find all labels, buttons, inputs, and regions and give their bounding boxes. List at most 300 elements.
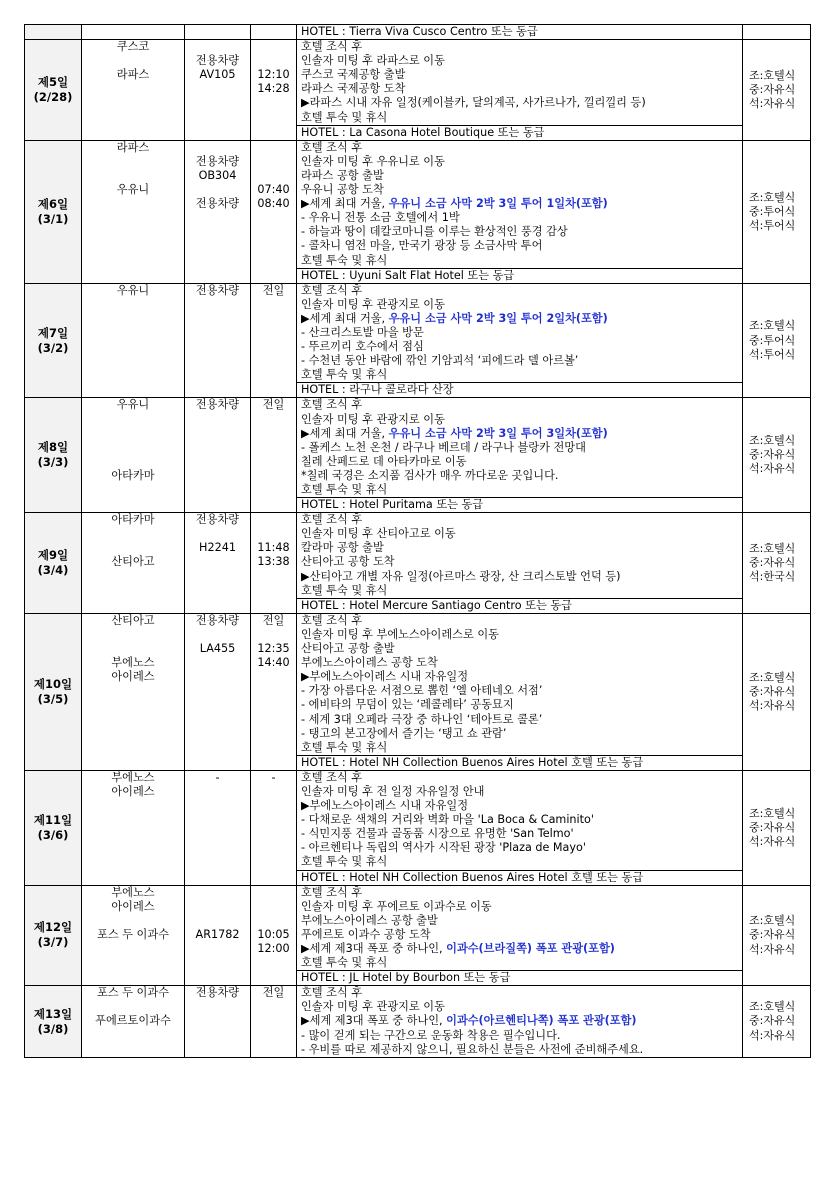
meal-cell — [743, 613, 811, 770]
schedule-line — [301, 555, 738, 569]
city-line: 아타카마 — [111, 468, 155, 482]
schedule-text: ▶부에노스아이레스 시내 자유일정 — [301, 799, 469, 813]
time-line: 전일 — [262, 986, 285, 1000]
schedule-line — [301, 211, 738, 225]
schedule-text: - 수천년 동안 바람에 깎인 기암괴석 ‘피에드라 델 아르볼’ — [301, 354, 579, 368]
schedule-line — [301, 54, 738, 68]
itinerary-body — [25, 25, 811, 1058]
transport-cell — [185, 613, 251, 770]
city-line: 아이레스 — [111, 899, 155, 913]
hotel-line: HOTEL : JL Hotel by Bourbon 또는 동급 — [297, 971, 743, 986]
schedule-text: - 뚜르끼리 호수에서 점심 — [301, 340, 424, 354]
transport-line: 전용차량 — [195, 283, 240, 297]
day-date: (3/7) — [37, 935, 69, 950]
city-cell — [82, 770, 185, 885]
schedule-text: 호텔 투숙 및 휴식 — [301, 583, 388, 597]
meal-line: 석:자유식 — [749, 698, 796, 712]
city-cell — [82, 986, 185, 1057]
schedule-text: ▶라파스 시내 자유 일정(케이블카, 달의계곡, 사가르나가, 낄리낄리 등) — [301, 96, 646, 110]
day-date: (3/8) — [37, 1021, 69, 1036]
schedule-line — [301, 942, 738, 956]
schedule-cell — [297, 885, 743, 971]
schedule-text: ▶세계 최대 거울, — [301, 311, 389, 325]
day-row — [25, 885, 811, 971]
schedule-highlight: 우유니 소금 사막 2박 3일 투어 3일차(포함) — [388, 426, 608, 440]
schedule-line — [301, 513, 738, 527]
meal-line: 석:투어식 — [749, 347, 796, 361]
transport-line — [187, 40, 248, 54]
transport-line — [187, 527, 248, 541]
meal-line: 중:투어식 — [749, 204, 796, 218]
transport-line — [187, 628, 248, 642]
schedule-line — [301, 197, 738, 211]
meal-line: 중:자유식 — [749, 555, 796, 569]
meal-cell-empty — [743, 25, 811, 40]
schedule-cell — [297, 986, 743, 1057]
transport-cell — [185, 770, 251, 885]
day-cell — [25, 40, 82, 141]
schedule-text: ▶산티아고 개별 자유 일정(아르마스 광장, 산 크리스토발 언덕 등) — [301, 569, 621, 583]
schedule-cell — [297, 40, 743, 126]
schedule-text: - 우비를 따로 제공하지 않으니, 필요하신 분들은 사전에 준비해주세요. — [301, 1042, 644, 1056]
city-line — [84, 455, 182, 469]
schedule-line — [301, 483, 738, 497]
transport-line: LA455 — [199, 642, 236, 656]
schedule-line — [301, 111, 738, 125]
schedule-line — [301, 1014, 738, 1028]
transport-line: OB304 — [198, 168, 237, 182]
transport-line: 전용차량 — [195, 54, 240, 68]
schedule-cell — [297, 770, 743, 870]
city-line: 부에노스 — [111, 770, 155, 784]
day-date: (3/1) — [37, 211, 69, 226]
schedule-text: 산티아고 공항 도착 — [301, 555, 395, 569]
schedule-cell — [297, 140, 743, 268]
day-row — [25, 986, 811, 1057]
city-cell — [82, 513, 185, 614]
schedule-text: 부에노스아이레스 공항 출발 — [301, 913, 438, 927]
schedule-line — [301, 541, 738, 555]
city-cell — [82, 40, 185, 141]
meal-line: 조:호텔식 — [749, 319, 796, 333]
day-date: (3/3) — [37, 455, 69, 470]
meal-cell — [743, 283, 811, 398]
transport-cell-empty — [185, 25, 251, 40]
city-line: 아이레스 — [111, 670, 155, 684]
day-cell — [25, 770, 82, 885]
transport-cell — [185, 40, 251, 141]
meal-line: 석:투어식 — [749, 218, 796, 232]
schedule-highlight: 이과수(아르헨티나쪽) 폭포 관광(포함) — [446, 1014, 637, 1028]
hotel-line: HOTEL : Hotel Mercure Santiago Centro 또는 동급 — [297, 598, 743, 613]
schedule-text: 라파스 국제공항 도착 — [301, 82, 406, 96]
schedule-text: ▶세계 제3대 폭포 중 하나인, — [301, 1014, 447, 1028]
city-cell — [82, 885, 185, 986]
time-line: 07:40 — [257, 183, 290, 197]
schedule-line — [301, 900, 738, 914]
schedule-line — [301, 799, 738, 813]
time-line — [253, 141, 294, 155]
meal-line: 석:자유식 — [749, 462, 796, 476]
meal-line: 중:자유식 — [749, 928, 796, 942]
city-line: 우유니 — [116, 183, 150, 197]
time-line: 전일 — [262, 613, 285, 627]
meal-line: 조:호텔식 — [749, 434, 796, 448]
time-cell — [251, 283, 297, 398]
day-row — [25, 40, 811, 126]
day-label: 제5일 — [37, 74, 69, 89]
time-line — [253, 628, 294, 642]
schedule-text: ▶세계 제3대 폭포 중 하나인, — [301, 942, 447, 955]
day-label: 제9일 — [37, 548, 69, 563]
schedule-text: 호텔 투숙 및 휴식 — [301, 855, 388, 869]
city-cell — [82, 398, 185, 513]
city-line — [84, 527, 182, 541]
time-line: 10:05 — [257, 927, 290, 941]
day-label: 제11일 — [33, 812, 73, 827]
schedule-text: ▶세계 최대 거울, — [301, 426, 389, 440]
meal-cell — [743, 40, 811, 141]
meal-line: 중:자유식 — [749, 820, 796, 834]
schedule-line — [301, 82, 738, 96]
schedule-cell — [297, 613, 743, 755]
transport-line — [187, 914, 248, 928]
schedule-cell — [297, 283, 743, 383]
schedule-text: 호텔 투숙 및 휴식 — [301, 253, 388, 267]
schedule-text: 인솔자 미팅 후 라파스로 이동 — [301, 54, 445, 68]
schedule-text: - 세계 3대 오페라 극장 중 하나인 ‘테아트로 콜론’ — [301, 712, 543, 726]
schedule-line — [301, 68, 738, 82]
schedule-line — [301, 455, 738, 469]
day-row — [25, 398, 811, 498]
schedule-line — [301, 741, 738, 755]
schedule-text: ▶세계 최대 거울, — [301, 197, 389, 211]
schedule-text: 인솔자 미팅 후 산티아고로 이동 — [301, 527, 456, 541]
time-cell — [251, 613, 297, 770]
time-cell — [251, 513, 297, 614]
meal-line: 조:호텔식 — [749, 68, 796, 82]
schedule-text: 인솔자 미팅 후 우유니로 이동 — [301, 154, 445, 168]
day-date: (2/28) — [33, 89, 73, 104]
meal-line: 석:자유식 — [749, 1028, 796, 1042]
schedule-text: - 다채로운 색채의 거리와 벽화 마을 'La Boca & Caminito' — [301, 813, 594, 827]
city-line — [84, 413, 182, 427]
schedule-text: - 폴케스 노천 온천 / 라구나 베르데 / 라구나 블랑카 전망대 — [301, 440, 586, 454]
day-row — [25, 613, 811, 755]
day-cell — [25, 283, 82, 398]
day-label: 제13일 — [33, 1006, 73, 1021]
schedule-text: 호텔 조식 후 — [301, 986, 363, 1000]
transport-line — [187, 141, 248, 155]
meal-line: 조:호텔식 — [749, 806, 796, 820]
city-cell — [82, 283, 185, 398]
day-label: 제10일 — [33, 676, 73, 691]
transport-line: 전용차량 — [195, 613, 240, 627]
schedule-text: 호텔 투숙 및 휴식 — [301, 956, 388, 970]
schedule-line — [301, 642, 738, 656]
transport-cell — [185, 986, 251, 1057]
schedule-line — [301, 441, 738, 455]
hotel-line: HOTEL : Hotel NH Collection Buenos Aires Hotel 호텔 또는 동급 — [297, 870, 743, 885]
city-cell — [82, 140, 185, 283]
schedule-line — [301, 713, 738, 727]
schedule-text: 호텔 조식 후 — [301, 398, 363, 412]
transport-line: 전용차량 — [195, 197, 240, 211]
time-line: 12:00 — [257, 942, 290, 955]
time-line: 14:40 — [257, 656, 290, 670]
schedule-text: 호텔 조식 후 — [301, 283, 363, 297]
time-line: 12:10 — [257, 68, 290, 82]
meal-cell — [743, 986, 811, 1057]
schedule-line — [301, 312, 738, 326]
schedule-text: 호텔 투숙 및 휴식 — [301, 110, 388, 124]
time-line — [253, 54, 294, 68]
time-line: 전일 — [262, 283, 285, 297]
meal-line: 조:호텔식 — [749, 190, 796, 204]
meal-line: 조:호텔식 — [749, 1000, 796, 1014]
schedule-line — [301, 785, 738, 799]
meal-line: 조:호텔식 — [749, 541, 796, 555]
day-date: (3/4) — [37, 563, 69, 578]
city-line: 산티아고 — [111, 613, 155, 627]
schedule-line — [301, 684, 738, 698]
schedule-text: 호텔 조식 후 — [301, 513, 363, 527]
schedule-line — [301, 398, 738, 412]
schedule-cell — [297, 398, 743, 498]
transport-line: 전용차량 — [195, 986, 240, 1000]
schedule-text: - 많이 걷게 되는 구간으로 운동화 착용은 필수입니다. — [301, 1028, 561, 1042]
schedule-line — [301, 1029, 738, 1043]
schedule-text: 푸에르토 이과수 공항 도착 — [301, 927, 431, 941]
time-line: 08:40 — [257, 197, 290, 211]
hotel-line: HOTEL : Uyuni Salt Flat Hotel 또는 동급 — [297, 268, 743, 283]
schedule-text: - 아르헨티나 독립의 역사가 시작된 광장 'Plaza de Mayo' — [301, 841, 586, 855]
schedule-cell — [297, 513, 743, 599]
day-row — [25, 140, 811, 268]
schedule-line — [301, 886, 738, 900]
schedule-highlight: 이과수(브라질쪽) 폭포 관광(포함) — [446, 942, 615, 955]
city-line — [84, 54, 182, 68]
day-date: (3/6) — [37, 827, 69, 842]
day-row — [25, 513, 811, 599]
city-line: 포스 두 이과수 — [97, 927, 169, 941]
schedule-line — [301, 986, 738, 1000]
schedule-line — [301, 254, 738, 268]
time-line — [253, 513, 294, 527]
schedule-line — [301, 1043, 738, 1057]
time-line: 13:38 — [257, 555, 290, 569]
time-cell-empty — [251, 25, 297, 40]
time-cell — [251, 40, 297, 141]
schedule-text: 호텔 투숙 및 휴식 — [301, 368, 388, 382]
city-line — [84, 642, 182, 656]
hotel-line: HOTEL : 라구나 콜로라다 산장 — [297, 383, 743, 398]
city-line — [84, 628, 182, 642]
schedule-text: *칠레 국경은 소지품 검사가 매우 까다로운 곳입니다. — [301, 468, 559, 482]
schedule-line — [301, 40, 738, 54]
schedule-line — [301, 584, 738, 598]
meal-line: 석:자유식 — [749, 942, 796, 956]
schedule-text: 칠레 산페드로 데 아타카마로 이동 — [301, 454, 467, 468]
day-cell — [25, 885, 82, 986]
schedule-highlight: 우유니 소금 사막 2박 3일 투어 1일차(포함) — [388, 197, 608, 211]
schedule-highlight: 우유니 소금 사막 2박 3일 투어 2일차(포함) — [388, 311, 608, 325]
schedule-line — [301, 628, 738, 642]
hotel-line: HOTEL : La Casona Hotel Boutique 또는 동급 — [297, 125, 743, 140]
day-label: 제12일 — [33, 920, 73, 935]
hotel-line: HOTEL : Tierra Viva Cusco Centro 또는 동급 — [297, 25, 743, 40]
city-line — [84, 427, 182, 441]
schedule-line — [301, 155, 738, 169]
meal-line: 석:자유식 — [749, 96, 796, 110]
schedule-text: 인솔자 미팅 후 부에노스아이레스로 이동 — [301, 627, 499, 641]
city-line — [84, 541, 182, 555]
city-line: 라파스 — [116, 140, 150, 154]
transport-cell — [185, 513, 251, 614]
meal-line: 중:투어식 — [749, 333, 796, 347]
first-hotel-row — [25, 25, 811, 40]
schedule-line — [301, 614, 738, 628]
schedule-line — [301, 1000, 738, 1014]
schedule-text: 인솔자 미팅 후 관광지로 이동 — [301, 1000, 445, 1014]
schedule-line — [301, 670, 738, 684]
schedule-text: - 가장 아름다운 서점으로 뽑힌 ‘엘 아테네오 서점’ — [301, 684, 543, 698]
time-line — [253, 900, 294, 914]
day-cell — [25, 613, 82, 770]
meal-line: 중:자유식 — [749, 448, 796, 462]
city-line — [84, 441, 182, 455]
meal-line: 석:자유식 — [749, 834, 796, 848]
schedule-text: 호텔 조식 후 — [301, 613, 363, 627]
schedule-line — [301, 427, 738, 441]
schedule-line — [301, 914, 738, 928]
schedule-line — [301, 855, 738, 869]
schedule-text: - 탱고의 본고장에서 즐기는 ‘탱고 쇼 관람’ — [301, 726, 507, 740]
city-line — [84, 155, 182, 169]
meal-line: 조:호텔식 — [749, 670, 796, 684]
schedule-text: - 산크리스토발 마을 방문 — [301, 325, 424, 339]
hotel-line: HOTEL : Hotel NH Collection Buenos Aires Hotel 호텔 또는 동급 — [297, 755, 743, 770]
time-line — [253, 914, 294, 928]
schedule-text: 호텔 조식 후 — [301, 770, 363, 784]
city-line: 부에노스 — [111, 885, 155, 899]
schedule-line — [301, 727, 738, 741]
schedule-text: 부에노스아이레스 공항 도착 — [301, 656, 438, 670]
schedule-line — [301, 841, 738, 855]
schedule-line — [301, 413, 738, 427]
meal-line: 중:자유식 — [749, 82, 796, 96]
city-line: 아이레스 — [111, 784, 155, 798]
city-line — [84, 914, 182, 928]
schedule-text: 호텔 조식 후 — [301, 140, 363, 154]
schedule-text: - 하늘과 땅이 데칼코마니를 이루는 환상적인 풍경 감상 — [301, 225, 568, 239]
schedule-text: 호텔 투숙 및 휴식 — [301, 483, 388, 496]
schedule-text: 산티아고 공항 출발 — [301, 642, 395, 656]
transport-line: AV105 — [199, 68, 236, 82]
city-line — [84, 1000, 182, 1014]
schedule-line — [301, 169, 738, 183]
day-label: 제6일 — [37, 196, 69, 211]
city-cell — [82, 613, 185, 770]
transport-line: AR1782 — [195, 927, 240, 941]
schedule-text: - 에비타의 무덤이 있는 ‘레콜레타’ 공동묘지 — [301, 698, 514, 712]
time-line — [253, 169, 294, 183]
meal-line: 석:한국식 — [749, 570, 796, 584]
city-line: 포스 두 이과수 — [97, 986, 169, 1000]
day-cell — [25, 398, 82, 513]
schedule-line — [301, 813, 738, 827]
transport-cell — [185, 885, 251, 986]
day-cell — [25, 140, 82, 283]
schedule-text: 호텔 조식 후 — [301, 885, 363, 899]
transport-line — [187, 886, 248, 900]
meal-cell — [743, 140, 811, 283]
meal-cell — [743, 513, 811, 614]
city-line: 아타카마 — [111, 513, 155, 527]
meal-line: 중:자유식 — [749, 1014, 796, 1028]
transport-line: H2241 — [199, 541, 236, 555]
meal-cell — [743, 398, 811, 513]
time-cell — [251, 140, 297, 283]
time-line: 11:48 — [257, 541, 290, 555]
schedule-text: 인솔자 미팅 후 관광지로 이동 — [301, 297, 445, 311]
time-line — [253, 527, 294, 541]
day-label: 제7일 — [37, 325, 69, 340]
time-cell — [251, 885, 297, 986]
schedule-text: 인솔자 미팅 후 전 일정 자유일정 안내 — [301, 784, 485, 798]
transport-line: 전용차량 — [195, 513, 240, 527]
schedule-text: 인솔자 미팅 후 관광지로 이동 — [301, 412, 445, 426]
meal-line: 중:자유식 — [749, 684, 796, 698]
time-line: 14:28 — [257, 82, 290, 96]
schedule-line — [301, 239, 738, 253]
time-cell — [251, 770, 297, 885]
schedule-line — [301, 298, 738, 312]
transport-cell — [185, 140, 251, 283]
schedule-text: 쿠스코 국제공항 출발 — [301, 68, 406, 82]
day-cell-empty — [25, 25, 82, 40]
transport-line: 전용차량 — [195, 398, 240, 412]
day-label: 제8일 — [37, 440, 69, 455]
day-cell — [25, 513, 82, 614]
schedule-line — [301, 340, 738, 354]
schedule-line — [301, 141, 738, 155]
schedule-text: - 우유니 전통 소금 호텔에서 1박 — [301, 211, 460, 225]
schedule-text: 호텔 투숙 및 휴식 — [301, 740, 388, 754]
schedule-line — [301, 96, 738, 110]
meal-line: 조:호텔식 — [749, 914, 796, 928]
transport-line: 전용차량 — [195, 154, 240, 168]
schedule-line — [301, 368, 738, 382]
schedule-line — [301, 827, 738, 841]
schedule-text: ▶부에노스아이레스 시내 자유일정 — [301, 670, 469, 684]
schedule-text: 칼라마 공항 출발 — [301, 541, 384, 555]
transport-cell — [185, 398, 251, 513]
day-row — [25, 770, 811, 870]
meal-cell — [743, 885, 811, 986]
city-line: 우유니 — [116, 398, 150, 412]
schedule-line — [301, 698, 738, 712]
schedule-line — [301, 284, 738, 298]
schedule-line — [301, 771, 738, 785]
transport-line — [187, 183, 248, 197]
schedule-line — [301, 570, 738, 584]
schedule-text: 인솔자 미팅 후 푸에르토 이과수로 이동 — [301, 899, 492, 913]
transport-line: - — [215, 770, 220, 784]
schedule-line — [301, 928, 738, 942]
time-line: - — [271, 770, 276, 784]
city-line: 부에노스 — [111, 656, 155, 670]
